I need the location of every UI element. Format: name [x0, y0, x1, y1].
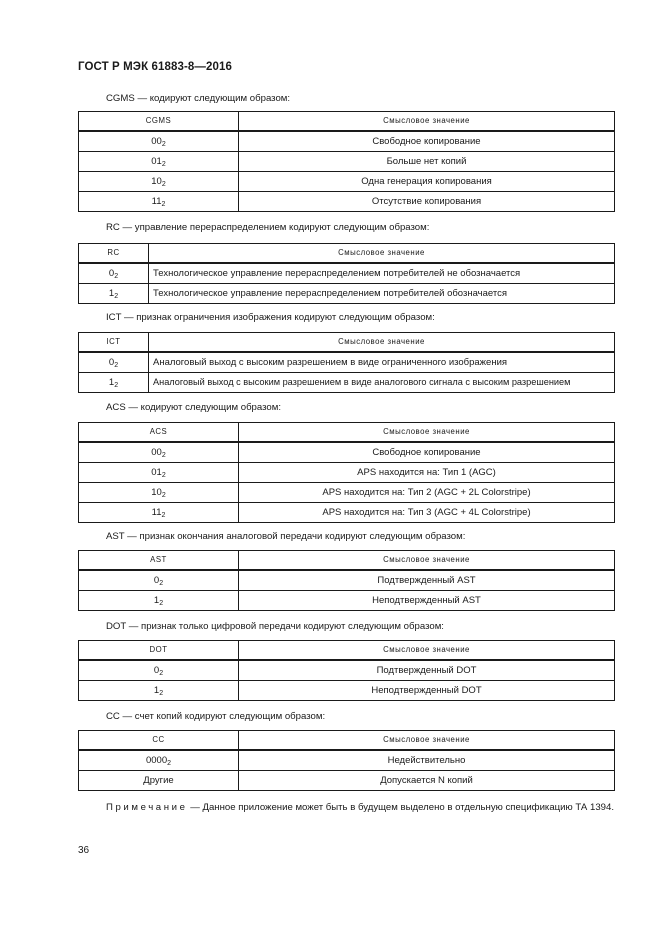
ict-intro: ICT — признак ограничения изображения кодируют следующим образом:	[106, 312, 435, 323]
table-row	[79, 192, 615, 212]
meaning-cell: Неподтвержденный AST	[239, 591, 615, 611]
meaning-cell: Подтвержденный AST	[239, 570, 615, 591]
cgms-intro: CGMS — кодируют следующим образом:	[106, 93, 291, 104]
meaning-cell: APS находится на: Тип 1 (AGC)	[239, 463, 615, 483]
code-cell: $00_2$	[79, 131, 239, 152]
dot-intro: DOT — признак только цифровой передачи кодируют следующим образом:	[106, 621, 444, 632]
code-cell: Другие	[79, 771, 239, 791]
code-cell: $10_2$	[79, 172, 239, 192]
code-cell: $00_2$	[79, 442, 239, 463]
meaning-cell: APS находится на: Тип 3 (AGC + 4L Colorstripe)	[239, 503, 615, 523]
cgms-header-meaning: Смысловое значение	[239, 112, 615, 132]
page-number: 36	[78, 845, 90, 856]
code-cell: $01_2$	[79, 152, 239, 172]
meaning-cell: Подтвержденный DOT	[239, 660, 615, 681]
code-cell: $1_2$	[79, 373, 149, 393]
table-row	[79, 152, 615, 172]
acs-intro: ACS — кодируют следующим образом:	[106, 402, 282, 413]
table-row	[79, 352, 615, 373]
meaning-cell: Свободное копирование	[239, 131, 615, 152]
ast-intro: AST — признак окончания аналоговой передачи кодируют следующим образом:	[106, 531, 466, 542]
table-row	[79, 750, 615, 771]
document-header: ГОСТ Р МЭК 61883-8—2016	[78, 61, 232, 73]
code-cell: $1_2$	[79, 681, 239, 701]
note-text: — Данное приложение может быть в будущем выделено в отдельную спецификацию ТА 1394.	[187, 802, 614, 813]
code-cell: $1_2$	[79, 284, 149, 304]
table-row	[79, 172, 615, 192]
cc-intro: CC — счет копий кодируют следующим образом:	[106, 711, 326, 722]
cc-table	[78, 730, 615, 791]
acs-table	[78, 422, 615, 523]
table-row	[79, 373, 615, 393]
table-row	[79, 503, 615, 523]
table-row	[79, 660, 615, 681]
cgms-header-code: CGMS	[79, 112, 239, 132]
code-cell: $0_2$	[79, 660, 239, 681]
meaning-cell: Аналоговый выход с высоким разрешением в виде ограниченного изображения	[149, 352, 615, 373]
meaning-cell: APS находится на: Тип 2 (AGC + 2L Colorstripe)	[239, 483, 615, 503]
table-row	[79, 284, 615, 304]
meaning-cell: Допускается N копий	[239, 771, 615, 791]
ast-table	[78, 550, 615, 611]
ast-header-meaning: Смысловое значение	[239, 551, 615, 571]
code-cell: $0_2$	[79, 570, 239, 591]
table-row	[79, 591, 615, 611]
code-cell: $11_2$	[79, 503, 239, 523]
table-row	[79, 483, 615, 503]
meaning-cell: Свободное копирование	[239, 442, 615, 463]
code-cell: $0_2$	[79, 352, 149, 373]
meaning-cell: Неподтвержденный DOT	[239, 681, 615, 701]
table-row	[79, 771, 615, 791]
table-row	[79, 570, 615, 591]
table-row	[79, 442, 615, 463]
meaning-cell: Недействительно	[239, 750, 615, 771]
code-cell: $1_2$	[79, 591, 239, 611]
cc-header-code: CC	[79, 731, 239, 751]
code-cell: $01_2$	[79, 463, 239, 483]
table-row	[79, 681, 615, 701]
note-label: Примечание	[106, 802, 188, 813]
acs-header-meaning: Смысловое значение	[239, 423, 615, 443]
cgms-table	[78, 111, 615, 212]
table-row	[79, 131, 615, 152]
ict-header-meaning: Смысловое значение	[149, 333, 615, 353]
rc-intro: RC — управление перераспределением кодируют следующим образом:	[106, 222, 430, 233]
meaning-cell: Одна генерация копирования	[239, 172, 615, 192]
meaning-cell: Технологическое управление перераспределением потребителей обозначается	[149, 284, 615, 304]
meaning-cell: Технологическое управление перераспределением потребителей не обозначается	[149, 263, 615, 284]
meaning-cell: Больше нет копий	[239, 152, 615, 172]
acs-header-code: ACS	[79, 423, 239, 443]
rc-header-code: RC	[79, 244, 149, 264]
code-cell: $0_2$	[79, 263, 149, 284]
code-cell: $0000_2$	[79, 750, 239, 771]
dot-table	[78, 640, 615, 701]
table-row	[79, 463, 615, 483]
dot-header-code: DOT	[79, 641, 239, 661]
note-paragraph	[78, 800, 615, 815]
ast-header-code: AST	[79, 551, 239, 571]
ict-table	[78, 332, 615, 393]
dot-header-meaning: Смысловое значение	[239, 641, 615, 661]
meaning-cell: Аналоговый выход с высоким разрешением в виде аналогового сигнала с высоким разрешением	[149, 373, 615, 393]
meaning-cell: Отсутствие копирования	[239, 192, 615, 212]
ict-header-code: ICT	[79, 333, 149, 353]
rc-header-meaning: Смысловое значение	[149, 244, 615, 264]
code-cell: $10_2$	[79, 483, 239, 503]
table-row	[79, 263, 615, 284]
rc-table	[78, 243, 615, 304]
code-cell: $11_2$	[79, 192, 239, 212]
cc-header-meaning: Смысловое значение	[239, 731, 615, 751]
